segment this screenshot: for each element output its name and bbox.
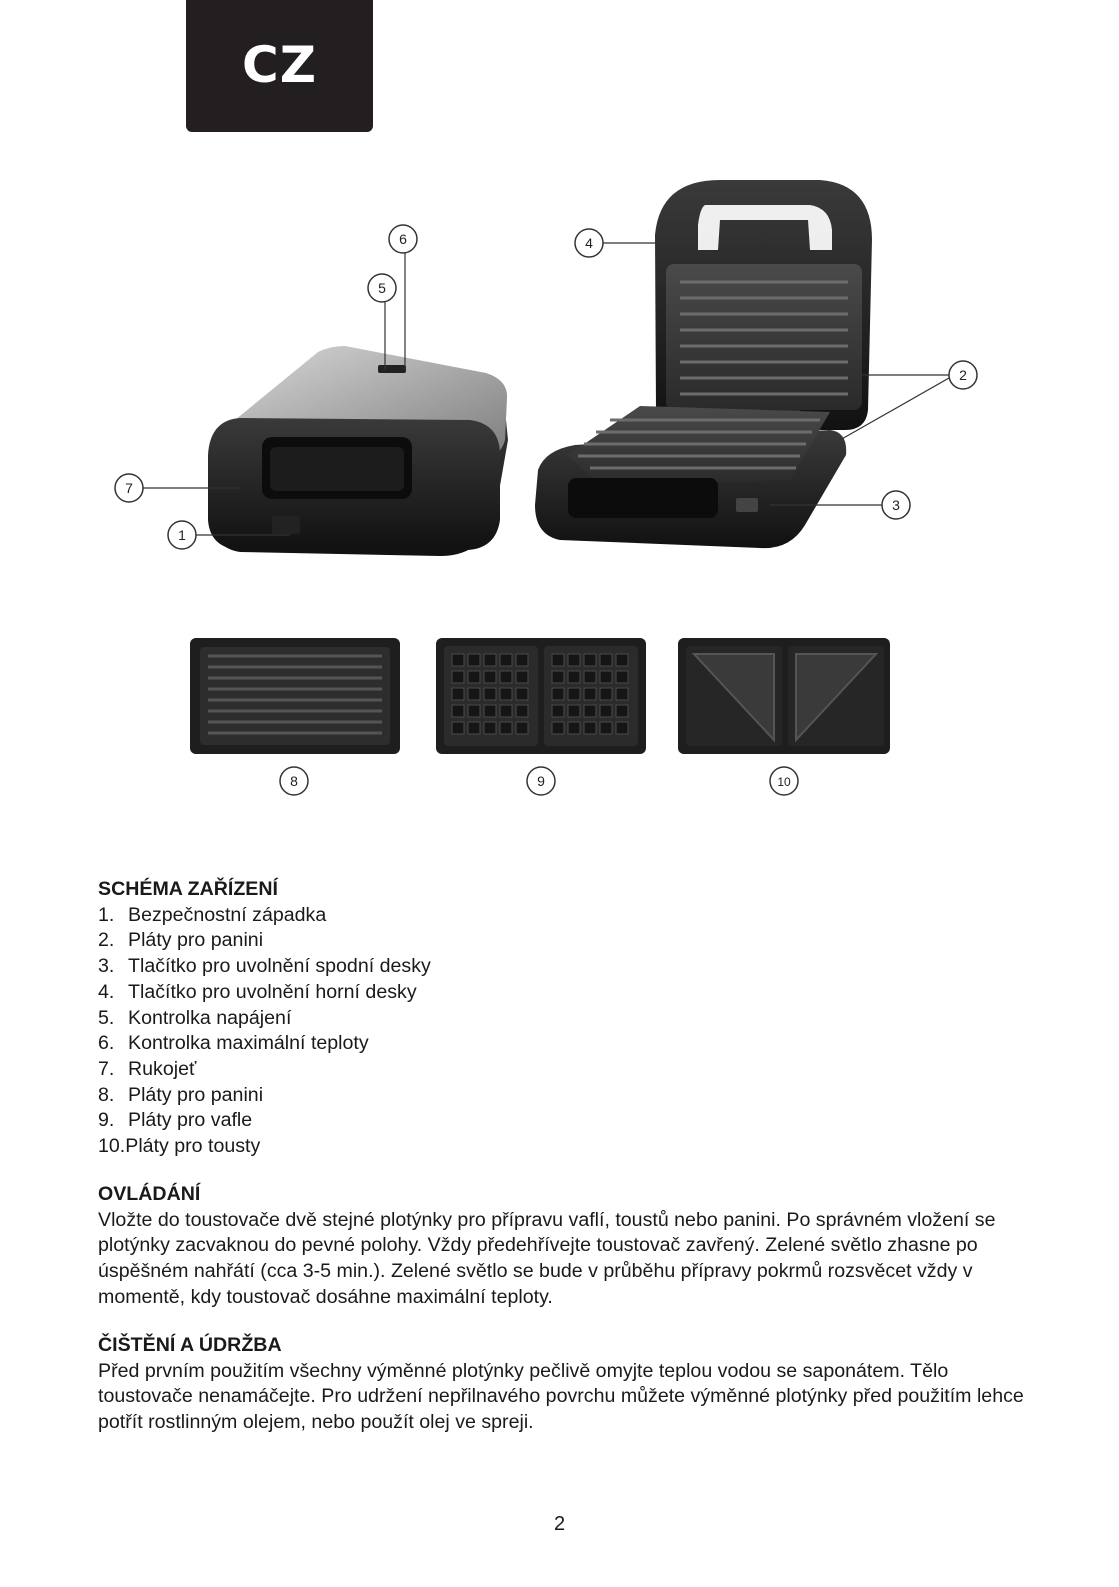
callout-6-label: 6: [399, 231, 407, 247]
cleaning-heading: ČIŠTĚNÍ A ÚDRŽBA: [98, 1334, 282, 1356]
item-text: Kontrolka napájení: [128, 1006, 292, 1029]
cleaning-paragraph: Před prvním použitím všechny výměnné plotýnky pečlivě omyjte teplou vodou se saponátem. Tělo toustovače nenamáčejte. Pro udržení nepřilnavého povrchu můžete výměnné plotýnky před použitím lehce potřít rostlinným olejem, nebo použít olej ve spreji.: [98, 1359, 1024, 1434]
page-number: 2: [553, 1513, 566, 1535]
callout-4-label: 4: [585, 235, 593, 251]
list-item: [98, 980, 1028, 1006]
item-number: 4.: [98, 980, 115, 1003]
list-item: [98, 1108, 1028, 1134]
list-item: [98, 1134, 1028, 1160]
item-text: Bezpečnostní západka: [128, 903, 327, 926]
list-item: [98, 1031, 1028, 1057]
callout-8-label: 8: [290, 773, 298, 789]
language-code: CZ: [242, 36, 317, 94]
operation-paragraph: Vložte do toustovače dvě stejné plotýnky pro přípravu vaflí, toustů nebo panini. Po správném vložení se plotýnky zacvaknou do pevné polohy. Vždy předehřívejte toustovač zavřený. Zelené světlo zhasne po úspěšném nahřátí (cca 3-5 min.). Zelené světlo se bude v průběhu přípravy pokrmů rozsvěcet vždy v momentě, kdy toustovač dosáhne maximální teploty.: [98, 1208, 996, 1308]
item-text: Pláty pro tousty: [125, 1135, 261, 1158]
callout-5-label: 5: [378, 280, 386, 296]
item-number: 8.: [98, 1083, 115, 1106]
callout-7-label: 7: [125, 480, 133, 496]
item-number: 9.: [98, 1109, 115, 1132]
item-number: 5.: [98, 1006, 115, 1029]
list-item: [98, 1057, 1028, 1083]
operation-heading: OVLÁDÁNÍ: [98, 1183, 201, 1205]
schema-section: [98, 877, 1028, 1160]
waffle-plate-illustration: [436, 638, 646, 754]
item-text: Rukojeť: [128, 1057, 197, 1080]
list-item: [98, 954, 1028, 980]
callout-1-label: 1: [178, 527, 186, 543]
item-text: Tlačítko pro uvolnění spodní desky: [128, 955, 431, 978]
item-number: 6.: [98, 1032, 115, 1055]
operation-section: [98, 1182, 1028, 1311]
schema-heading: SCHÉMA ZAŘÍZENÍ: [98, 878, 278, 900]
item-number: 2.: [98, 929, 115, 952]
list-item: [98, 1083, 1028, 1109]
callout-9-label: 9: [537, 773, 545, 789]
item-number: 1.: [98, 903, 115, 926]
item-number: 3.: [98, 955, 115, 978]
item-text: Kontrolka maximální teploty: [128, 1032, 369, 1055]
callout-3-label: 3: [892, 497, 900, 513]
closed-sandwich-maker-illustration: [208, 346, 508, 556]
callout-10-label: 10: [777, 775, 791, 789]
item-text: Pláty pro panini: [128, 1083, 264, 1106]
callout-2-label: 2: [959, 367, 967, 383]
toast-plate-illustration: [678, 638, 890, 754]
item-text: Pláty pro panini: [128, 929, 264, 952]
item-number: 10.: [98, 1135, 126, 1158]
panini-plate-illustration: [190, 638, 400, 754]
item-text: Tlačítko pro uvolnění horní desky: [128, 980, 417, 1003]
item-text: Pláty pro vafle: [128, 1109, 253, 1132]
parts-list: [98, 903, 1028, 1160]
cleaning-section: [98, 1333, 1028, 1436]
list-item: [98, 928, 1028, 954]
list-item: [98, 903, 1028, 929]
list-item: [98, 1006, 1028, 1032]
item-number: 7.: [98, 1057, 115, 1080]
